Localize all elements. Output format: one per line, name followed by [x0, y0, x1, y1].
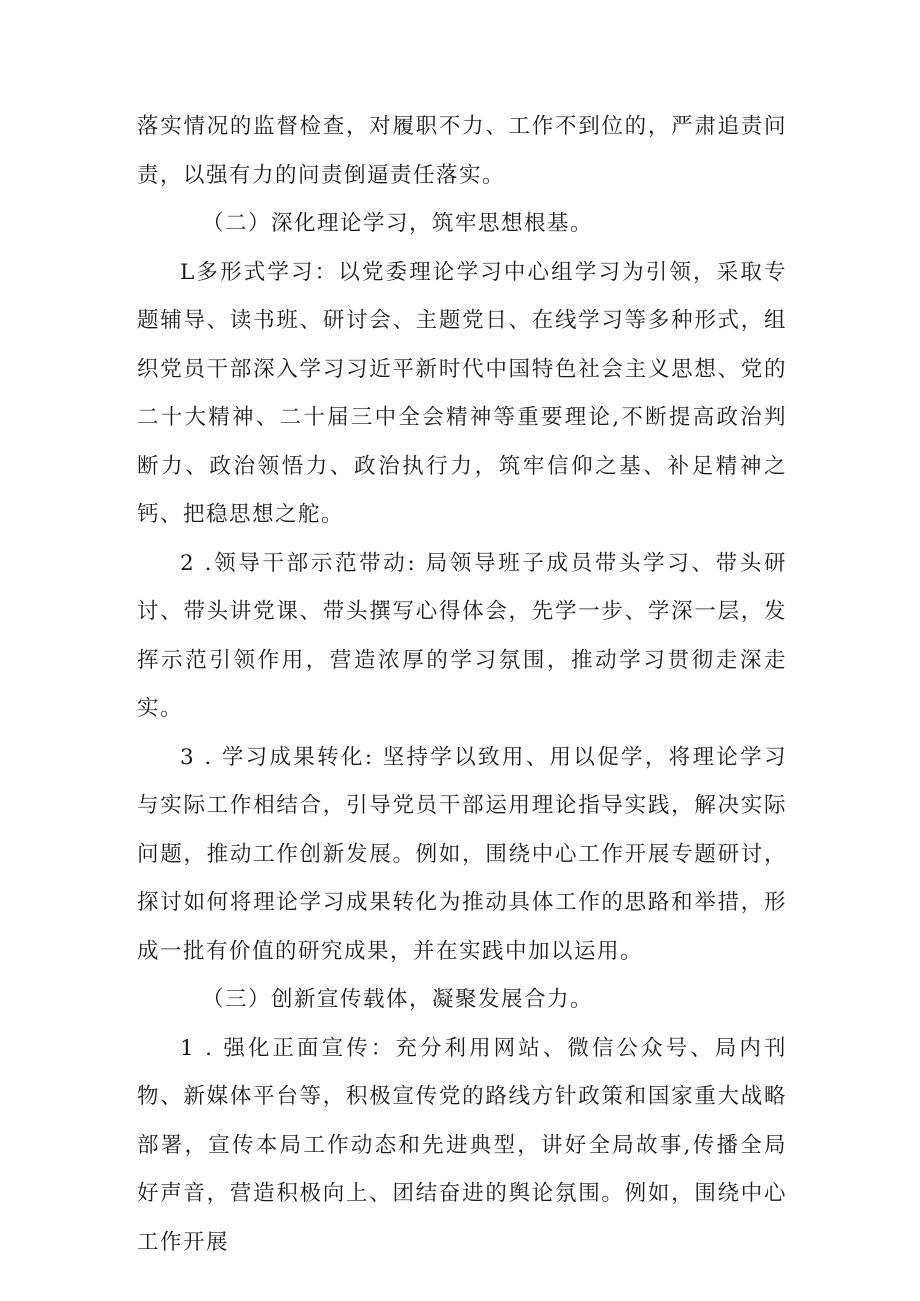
paragraph-accountability: 落实情况的监督检查，对履职不力、工作不到位的，严肃追责问责，以强有力的问责倒逼责任落实。 [137, 114, 787, 188]
paragraph-multi-form-study: L多形式学习：以党委理论学习中心组学习为引领，采取专题辅导、读书班、研讨会、主题党日、在线学习等多种形式，组织党员干部深入学习习近平新时代中国特色社会主义思想、党的二十大精神、二十届三中全会精神等重要理论,不断提高政治判断力、政治领悟力、政治执行力，筑牢信仰之基、补足精神之钙、把稳思想之舵。 [137, 259, 787, 527]
document-body [137, 103, 787, 1267]
paragraph-positive-publicity: 1 . 强化正面宣传：充分利用网站、微信公众号、局内刊物、新媒体平台等，积极宣传党的路线方针政策和国家重大战略部署，宣传本局工作动态和先进典型，讲好全局故事,传播全局好声音，营造积极向上、团结奋进的舆论氛围。例如，围绕中心工作开展 [137, 1035, 787, 1255]
section-heading-theory-study: （二）深化理论学习，筑牢思想根基。 [202, 211, 594, 236]
section-heading-publicity: （三）创新宣传载体，凝聚发展合力。 [202, 987, 594, 1012]
paragraph-leader-example: 2 .领导干部示范带动: 局领导班子成员带头学习、带头研讨、带头讲党课、带头撰写心得体会，先学一步、学深一层，发挥示范引领作用，营造浓厚的学习氛围，推动学习贯彻走深走实。 [137, 550, 787, 721]
paragraph-study-results: 3 . 学习成果转化: 坚持学以致用、用以促学，将理论学习与实际工作相结合，引导党员干部运用理论指导实践，解决实际问题，推动工作创新发展。例如，围绕中心工作开展专题研讨，探讨如何将理论学习成果转化为推动具体工作的思路和举措，形成一批有价值的研究成果，并在实践中加以运用。 [137, 744, 787, 964]
